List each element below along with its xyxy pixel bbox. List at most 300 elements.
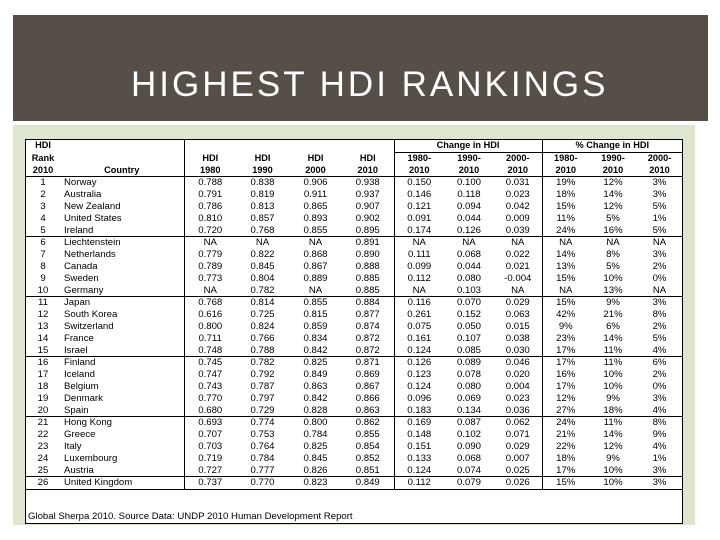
value-cell: 12% [603,177,623,189]
header-hdi-1980-line1: HDI [184,152,236,164]
value-cell: 0.764 [250,440,275,452]
value-cell: 14% [603,429,623,441]
header-change-group: Change in HDI [394,140,542,152]
rank-cell: 22 [37,429,49,441]
rank-cell: 10 [37,284,49,296]
title-banner [13,15,708,121]
value-cell: 5% [652,224,667,236]
value-cell: 0.021 [505,260,530,272]
value-cell: 0.126 [394,357,444,369]
value-cell: 0.080 [456,272,481,284]
value-cell: 24% [542,225,589,237]
value-cell: 0.089 [444,357,494,369]
value-cell: 4% [652,440,667,452]
value-cell: 0.784 [250,452,275,464]
rank-cell: 18 [37,380,49,392]
header-hdi-2000-line1: HDI [307,152,324,163]
value-cell: 0.036 [505,404,530,416]
value-cell: 0% [652,272,667,284]
rank-cell: 7 [40,249,46,261]
country-cell: France [64,332,94,344]
table-row [26,285,682,297]
value-cell: 0.030 [505,344,530,356]
value-cell: 16% [603,224,623,236]
value-cell: 3% [652,189,667,201]
header-pct-col-2-line1: 1990- [601,152,625,163]
table-row [26,249,682,261]
country-cell: Germany [64,284,104,296]
value-cell: 14% [603,189,623,201]
value-cell: 0.161 [394,333,444,345]
value-cell: 0.183 [394,405,444,417]
table-row [26,261,682,273]
rank-cell: 24 [37,452,49,464]
header-hdi-2010-line2: 2010 [342,165,394,177]
value-cell: 0.107 [456,332,481,344]
value-cell: 0.885 [355,272,380,284]
value-cell: 0.680 [184,405,236,417]
value-cell: 0.819 [250,189,275,201]
value-cell: 0.015 [505,320,530,332]
value-cell: 13% [542,261,589,273]
value-cell: 18% [542,453,589,465]
rank-cell: 12 [37,309,49,321]
value-cell: 0.099 [394,261,444,273]
value-cell: 0.868 [303,249,328,261]
value-cell: 0.800 [184,321,236,333]
value-cell: 9% [606,392,620,404]
value-cell: NA [236,237,289,249]
value-cell: 21% [603,309,623,321]
value-cell: 0.863 [303,380,328,392]
value-cell: 8% [652,309,667,321]
value-cell: NA [511,284,525,296]
value-cell: 0.782 [236,357,289,369]
header-hdi-2010-line1: HDI [359,152,376,163]
value-cell: 0.719 [184,453,236,465]
value-cell: 0.885 [355,284,380,296]
value-cell: 0.855 [303,224,328,236]
value-cell: 0.773 [184,273,236,285]
value-cell: 0.813 [250,200,275,212]
value-cell: 0.824 [250,320,275,332]
value-cell: 0.071 [505,429,530,441]
country-cell: Finland [60,357,184,369]
value-cell: 0.116 [394,297,444,309]
value-cell: 14% [542,249,589,261]
table-row [26,273,682,285]
value-cell: 0.103 [456,284,481,296]
rank-cell: 4 [40,212,46,224]
rank-cell: 6 [26,237,60,249]
value-cell: NA [542,237,589,249]
header-hdi-1980-line2: 1980 [184,165,236,177]
rank-cell: 3 [40,200,46,212]
rank-cell: 25 [37,464,49,476]
value-cell: 0.815 [303,309,328,321]
header-rank-line1: HDI [35,140,51,151]
value-cell: 0.042 [505,200,530,212]
value-cell: 0.063 [505,309,530,321]
table-row [26,297,682,309]
value-cell: 11% [589,357,637,369]
value-cell: 1% [652,452,667,464]
rank-cell: 21 [26,417,60,429]
value-cell: 0.823 [289,477,342,490]
value-cell: 9% [606,452,620,464]
value-cell: 18% [542,189,589,201]
header-change-col-3-line2: 2010 [494,165,542,177]
value-cell: NA [184,237,236,249]
rank-cell: 9 [40,272,46,284]
value-cell: 0.703 [184,441,236,453]
value-cell: 12% [603,440,623,452]
value-cell: 0.031 [505,177,530,189]
value-cell: 17% [542,345,589,357]
value-cell: NA [394,237,444,249]
value-cell: 0.725 [250,309,275,321]
value-cell: 0.070 [444,297,494,309]
value-cell: 0.863 [355,404,380,416]
value-cell: 0.766 [250,332,275,344]
value-cell: 11% [603,344,623,356]
value-cell: 0.025 [505,464,530,476]
table-row [26,453,682,465]
value-cell: 0.797 [250,392,275,404]
rank-cell: 26 [26,477,60,490]
value-cell: 21% [542,429,589,441]
country-cell: Canada [64,260,98,272]
value-cell: 10% [603,272,623,284]
value-cell: 0.895 [355,224,380,236]
value-cell: 0.906 [303,177,328,189]
value-cell: 0.866 [355,392,380,404]
value-cell: 0.867 [355,380,380,392]
rank-cell: 19 [37,392,49,404]
value-cell: 19% [542,177,589,189]
value-cell: 9% [652,429,667,441]
value-cell: 0.777 [250,464,275,476]
value-cell: 0.174 [394,225,444,237]
value-cell: NA [444,237,494,249]
value-cell: 0.087 [444,417,494,429]
header-hdi-1990-line2: 1990 [236,165,289,177]
value-cell: 17% [542,465,589,477]
country-cell: Liechtenstein [60,237,184,249]
rank-cell: 14 [37,332,49,344]
value-cell: 0.877 [355,309,380,321]
country-cell: Italy [64,440,82,452]
value-cell: 0.842 [303,392,328,404]
value-cell: 3% [652,249,667,261]
table-row [26,177,682,189]
value-cell: 8% [637,417,682,429]
header-change-col-3-line1: 2000- [506,152,530,163]
table-row [26,309,682,321]
value-cell: 0.845 [250,260,275,272]
value-cell: 0.842 [303,344,328,356]
hdi-table-body [26,177,682,490]
value-cell: 11% [542,213,589,225]
header-pct-change-group: % Change in HDI [542,140,682,152]
value-cell: 0.890 [355,249,380,261]
table-row [26,405,682,417]
value-cell: 0.938 [355,177,380,189]
country-cell: Iceland [64,369,95,381]
value-cell: 2% [652,369,667,381]
value-cell: 0.788 [250,344,275,356]
value-cell: 0.151 [394,441,444,453]
country-cell: Spain [64,404,89,416]
value-cell: 0.891 [342,237,394,249]
value-cell: 0.046 [494,357,542,369]
value-cell: 0% [652,380,667,392]
country-cell: Israel [64,344,88,356]
value-cell: 3% [637,297,682,309]
value-cell: 0.026 [494,477,542,490]
value-cell: 0.854 [355,440,380,452]
value-cell: 4% [652,404,667,416]
value-cell: 18% [603,404,623,416]
country-cell: Australia [64,189,102,201]
rank-cell: 2 [40,189,46,201]
country-cell: Austria [64,464,94,476]
value-cell: 10% [603,464,623,476]
value-cell: 0.884 [342,297,394,309]
value-cell: 0.791 [184,189,236,201]
country-cell: United Kingdom [60,477,184,490]
value-cell: 10% [603,380,623,392]
source-note: Global Sherpa 2010. Source Data: UNDP 2010 Human Development Report [28,511,353,522]
country-cell: Sweden [64,272,99,284]
value-cell: 0.852 [355,452,380,464]
value-cell: NA [589,237,637,249]
value-cell: 0.124 [394,381,444,393]
value-cell: 0.810 [184,213,236,225]
value-cell: 3% [652,464,667,476]
value-cell: 0.849 [303,369,328,381]
header-hdi-1990-line1: HDI [254,152,271,163]
value-cell: 0.121 [394,201,444,213]
header-pct-col-1-line2: 2010 [542,165,589,177]
value-cell: 0.937 [355,189,380,201]
value-cell: 0.825 [289,357,342,369]
value-cell: 0.779 [184,249,236,261]
value-cell: 0.727 [184,465,236,477]
value-cell: 0.080 [456,380,481,392]
value-cell: 0.124 [394,465,444,477]
value-cell: 0.828 [303,404,328,416]
table-row [26,381,682,393]
table-row [26,213,682,225]
value-cell: 5% [606,212,620,224]
value-cell: 0.872 [355,332,380,344]
value-cell: 0.094 [456,200,481,212]
value-cell: 0.792 [250,369,275,381]
value-cell: 42% [542,309,589,321]
value-cell: 12% [542,393,589,405]
header-hdi-2000-line2: 2000 [289,165,342,177]
country-cell: Denmark [64,392,103,404]
rank-cell: 23 [37,440,49,452]
rank-cell: 1 [40,177,46,189]
value-cell: 0.029 [505,440,530,452]
country-cell: New Zealand [64,200,121,212]
value-cell: 17% [542,357,589,369]
value-cell: 0.834 [303,332,328,344]
value-cell: NA [289,237,342,249]
value-cell: 0.112 [394,477,444,490]
value-cell: 6% [606,320,620,332]
value-cell: 0.074 [456,464,481,476]
value-cell: 0.859 [303,320,328,332]
value-cell: 16% [542,369,589,381]
value-cell: 0.768 [184,297,236,309]
value-cell: 0.069 [456,392,481,404]
country-cell: Norway [64,177,97,189]
value-cell: 0.044 [456,212,481,224]
value-cell: 10% [603,369,623,381]
value-cell: 0.857 [250,212,275,224]
value-cell: 0.044 [456,260,481,272]
value-cell: 0.616 [184,309,236,321]
value-cell: 0.768 [250,224,275,236]
value-cell: 0.770 [184,393,236,405]
header-change-col-1-line2: 2010 [394,165,444,177]
value-cell: 27% [542,405,589,417]
value-cell: 0.788 [184,177,236,189]
table-row [26,345,682,357]
value-cell: 0.845 [303,452,328,464]
country-cell: Belgium [64,380,99,392]
value-cell: 15% [542,297,589,309]
value-cell: NA [394,285,444,297]
header-pct-col-3-line1: 2000- [647,152,672,163]
header-pct-col-2-line2: 2010 [589,165,637,177]
table-row [26,225,682,237]
value-cell: 0.148 [394,429,444,441]
value-cell: 0.814 [236,297,289,309]
country-cell: Greece [64,429,96,441]
value-cell: 0.826 [303,464,328,476]
header-rank-line2: Rank [31,152,55,163]
rank-cell: 16 [26,357,60,369]
value-cell: 0.907 [355,200,380,212]
value-cell: 3% [637,477,682,490]
value-cell: 0.100 [456,177,481,189]
table-row [26,441,682,453]
value-cell: 4% [652,344,667,356]
value-cell: 24% [542,417,589,429]
value-cell: 3% [652,177,667,189]
value-cell: 0.075 [394,321,444,333]
value-cell: 0.869 [355,369,380,381]
value-cell: 10% [589,477,637,490]
value-cell: 0.023 [505,392,530,404]
rank-cell: 13 [37,320,49,332]
value-cell: 0.770 [236,477,289,490]
country-cell: Japan [60,297,184,309]
value-cell: 0.838 [250,177,275,189]
rank-cell: 5 [40,224,46,236]
value-cell: 0.855 [289,297,342,309]
country-cell: Ireland [64,224,94,236]
value-cell: 0.134 [456,404,481,416]
value-cell: 13% [603,284,623,296]
value-cell: 0.123 [394,369,444,381]
value-cell: 0.085 [456,344,481,356]
value-cell: 15% [542,201,589,213]
value-cell: -0.004 [504,272,532,284]
value-cell: 0.893 [303,212,328,224]
header-rank-line3: 2010 [26,165,60,177]
header-change-col-2-line2: 2010 [444,165,494,177]
value-cell: NA [494,237,542,249]
header-change-col-2-line1: 1990- [457,152,481,163]
value-cell: 14% [603,332,623,344]
value-cell: 0.038 [505,332,530,344]
value-cell: 5% [606,260,620,272]
value-cell: 0.152 [456,309,481,321]
value-cell: 0.090 [456,440,481,452]
value-cell: 0.867 [303,260,328,272]
value-cell: 0.865 [303,200,328,212]
value-cell: 0.150 [394,177,444,189]
value-cell: 0.693 [184,417,236,429]
value-cell: 0.911 [303,189,328,201]
value-cell: 0.753 [250,429,275,441]
table-row [26,393,682,405]
country-cell: Switzerland [64,320,114,332]
country-cell: Hong Kong [60,417,184,429]
header-change-col-1-line1: 1980- [394,152,444,164]
value-cell: NA [637,237,682,249]
value-cell: 23% [542,333,589,345]
table-row [26,321,682,333]
rank-cell: 11 [26,297,60,309]
table-row [26,477,682,490]
value-cell: 0.096 [394,393,444,405]
value-cell: 6% [637,357,682,369]
table-row [26,237,682,249]
table-row [26,201,682,213]
table-row [26,357,682,369]
value-cell: 0.009 [505,212,530,224]
value-cell: 0.022 [505,249,530,261]
value-cell: 0.118 [457,189,481,201]
value-cell: 9% [589,297,637,309]
country-cell: United States [64,212,122,224]
value-cell: 0.124 [394,345,444,357]
value-cell: 0.748 [184,345,236,357]
value-cell: 0.874 [355,320,380,332]
value-cell: 0.787 [250,380,275,392]
rank-cell: 8 [40,260,46,272]
value-cell: 0.804 [250,272,275,284]
value-cell: 12% [603,200,623,212]
rank-cell: 20 [37,404,49,416]
value-cell: 0.825 [303,440,328,452]
value-cell: 0.050 [456,320,481,332]
value-cell: 15% [542,477,589,490]
value-cell: NA [652,284,667,296]
value-cell: 0.855 [355,429,380,441]
value-cell: 0.102 [456,429,481,441]
table-row [26,429,682,441]
table-row [26,369,682,381]
header-pct-col-3-line2: 2010 [637,165,682,177]
country-cell: Luxembourg [64,452,118,464]
